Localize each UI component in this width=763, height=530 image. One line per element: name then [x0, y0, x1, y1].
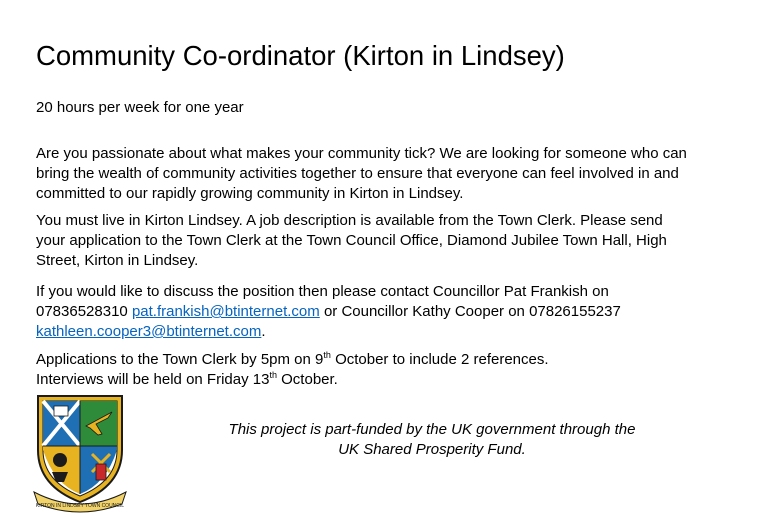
applications-suffix: October to include 2 references. [330, 351, 549, 368]
interviews-suffix: October. [276, 371, 338, 388]
intro-line-3: committed to our rapidly growing community in Kirton in Lindsey. [36, 185, 464, 202]
eligibility-line-1: You must live in Kirton Lindsey. A job description is available from the Town Clerk. Please send [36, 212, 663, 229]
email-link-pat[interactable]: pat.frankish@btinternet.com [131, 303, 320, 320]
intro-line-1: Are you passionate about what makes your community tick? We are looking for someone who can [36, 145, 687, 162]
funding-line-1: This project is part-funded by the UK government through the [228, 421, 636, 438]
interviews-prefix: Interviews will be held on Friday 13 [36, 371, 270, 388]
applications-prefix: Applications to the Town Clerk by 5pm on 9 [36, 351, 324, 368]
intro-paragraph [36, 144, 748, 204]
interviews-sup: th [269, 370, 277, 380]
eligibility-paragraph [36, 211, 748, 271]
eligibility-line-2: your application to the Town Clerk at the Town Council Office, Diamond Jubilee Town Hall, High [36, 232, 667, 249]
applications-line [36, 350, 748, 370]
funding-statement [196, 420, 668, 460]
contact-paragraph [36, 282, 748, 342]
email-link-kathy[interactable]: kathleen.cooper3@btinternet.com [36, 323, 262, 340]
contact-line-1: If you would like to discuss the position then please contact Councillor Pat Frankish on [36, 283, 609, 300]
phone-pat: 07836528310 [36, 303, 128, 320]
crest-motto: KIRTON IN LINDSEY TOWN COUNCIL [35, 503, 125, 509]
town-council-crest [30, 388, 130, 516]
applications-sup: th [323, 350, 331, 360]
contact-line-3 [36, 322, 748, 342]
eligibility-line-3: Street, Kirton in Lindsey. [36, 252, 199, 269]
dates-paragraph [36, 350, 748, 390]
page-title: Community Co-ordinator (Kirton in Lindsey) [36, 40, 565, 71]
contact-end-punct: . [261, 323, 266, 340]
intro-line-2: bring the wealth of community activities together to ensure that everyone can feel involved in and [36, 165, 679, 182]
hours-text: 20 hours per week for one year [36, 99, 244, 116]
contact-mid-text: or Councillor Kathy Cooper on [323, 303, 525, 320]
contact-line-2 [36, 302, 748, 322]
interviews-line [36, 370, 748, 390]
funding-line-2: UK Shared Prosperity Fund. [338, 441, 526, 458]
phone-kathy: 07826155237 [529, 303, 621, 320]
